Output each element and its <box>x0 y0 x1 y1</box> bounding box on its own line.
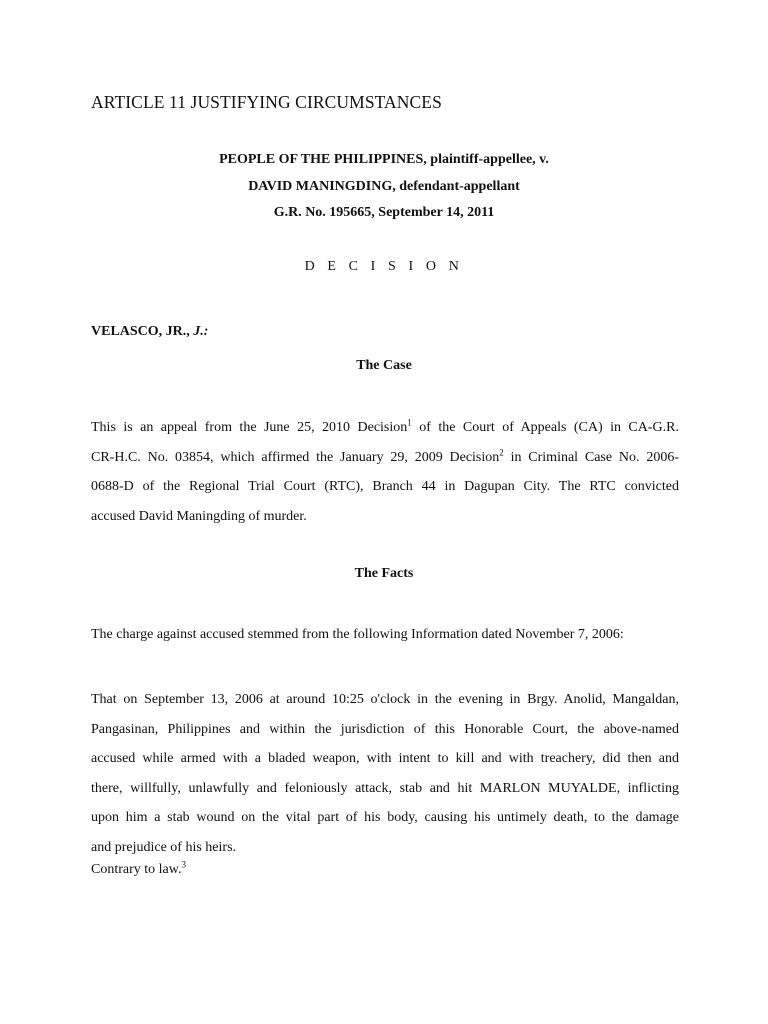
information-line: That on September 13, 2006 at around 10:25 o'clock in the evening in Brgy. Anolid, Mangaldan, <box>91 692 679 707</box>
facts-intro: The charge against accused stemmed from the following Information dated November 7, 2006: <box>91 627 624 642</box>
caption-line-appellant: DAVID MANINGDING, defendant-appellant <box>248 179 520 194</box>
case-line-2: CR-H.C. No. 03854, which affirmed the January 29, 2009 Decision$^2$ in Criminal Case No. 2006- <box>91 446 679 465</box>
ponente-title: J.: <box>193 324 209 339</box>
information-paragraph <box>91 685 679 862</box>
ponente <box>91 324 208 340</box>
ponente-name: VELASCO, JR., <box>91 324 194 339</box>
case-line-3: 0688-D of the Regional Trial Court (RTC), Branch 44 in Dagupan City. The RTC convicted <box>91 479 679 494</box>
information-line: Pangasinan, Philippines and within the jurisdiction of this Honorable Court, the above-named <box>91 721 679 737</box>
case-line-4: accused David Maningding of murder. <box>91 508 307 524</box>
caption-line-gr-number: G.R. No. 195665, September 14, 2011 <box>273 205 495 220</box>
case-line-1: This is an appeal from the June 25, 2010 Decision$^1$ of the Court of Appeals (CA) in CA-G.R. <box>91 417 679 435</box>
decision-heading: D E C I S I O N <box>304 259 464 274</box>
case-heading: The Case <box>356 358 412 373</box>
case-paragraph <box>91 413 679 531</box>
information-line: and prejudice of his heirs. <box>91 839 237 855</box>
information-line: there, willfully, unlawfully and feloniously attack, stab and hit MARLON MUYALDE, inflicting <box>91 780 679 796</box>
caption-line-parties: PEOPLE OF THE PHILIPPINES, plaintiff-appellee, v. <box>219 152 549 167</box>
facts-heading: The Facts <box>354 566 414 581</box>
information-line: upon him a stab wound on the vital part of his body, causing his untimely death, to the damage <box>91 810 679 825</box>
information-line: accused while armed with a bladed weapon, with intent to kill and with treachery, did then and <box>91 751 679 766</box>
contrary-to-law: Contrary to law.$^3$ <box>91 859 186 877</box>
footnote-ref-3[interactable]: 3 <box>181 859 186 870</box>
footnote-ref-1[interactable]: 1 <box>407 417 412 428</box>
article-title: ARTICLE 11 JUSTIFYING CIRCUMSTANCES <box>91 92 442 112</box>
footnote-ref-2[interactable]: 2 <box>499 446 504 457</box>
